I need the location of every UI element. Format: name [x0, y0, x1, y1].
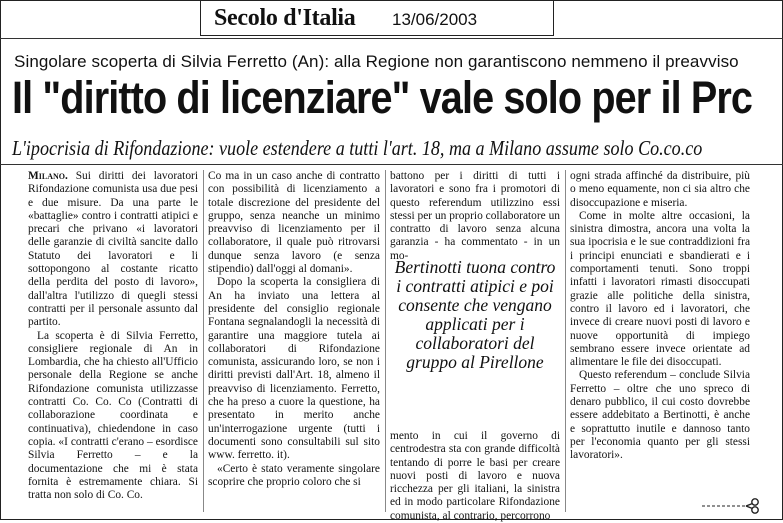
column-divider	[565, 170, 566, 512]
article-column-1	[28, 170, 198, 515]
article-kicker: Singolare scoperta di Silvia Ferretto (An): alla Regione non garantiscono nemmeno il preavviso	[14, 52, 739, 71]
scissors-icon	[700, 498, 764, 514]
paragraph: Sui diritti dei lavoratori Rifondazione comunista usa due pesi e due misure. Da una parte le «battaglie» contro i contratti atipici e precari che privano «i lavoratori delle garanzie di civiltà sancite dallo Statuto dei lavoratori e li sottopongono al costante ricatto della perdita del posto di lavoro», dall'altra l'utilizzo di quegli stessi contratti per il personale assunto dal partito.	[28, 170, 198, 329]
pull-quote: Bertinotti tuona contro i contratti atipici e poi consente che vengano applicati per i collaboratori del gruppo al Pirellone	[394, 257, 556, 372]
subhead-rule	[0, 164, 783, 165]
column-divider	[385, 170, 386, 512]
top-rule	[0, 38, 783, 39]
paragraph: Questo referendum – conclude Silvia Ferretto – oltre che uno spreco di denaro pubblico, il cui costo dovrebbe essere addebitato a Bertinotti, è anche e soprattutto inutile e dannoso tanto per l'economia quanto per gli stessi lavoratori».	[570, 369, 750, 462]
paragraph: Co ma in un caso anche di contratto con possibilità di licenziamento a totale discrezione del presidente del gruppo, senza neanche un minimo preavviso di licenziamento per il collaboratore, il quale può ritrovarsi dunque senza lavoro (e senza stipendio) dall'oggi al domani».	[208, 170, 380, 276]
dateline-city: Milano.	[28, 170, 68, 182]
paragraph: mento in cui il governo di centrodestra sta con grande difficoltà tentando di porre le basi per creare nuovi posti di lavoro e nuova ricchezza per gli italiani, la sinistra ed in modo particolare Rifondazione comunista, al contrario, percorrono	[390, 430, 560, 522]
article-column-3-top	[390, 170, 560, 262]
article-column-4	[570, 170, 750, 515]
paragraph: Dopo la scoperta la consigliera di An ha inviato una lettera al presidente del consiglio regionale Fontana segnalandogli la necessità di garantire una maggiore tutela ai collaboratori di Rifondazione comunista, assicurando loro, se non i diritti previsti dall'Art. 18, almeno il preavviso di licenziamento. Ferretto, che ha preso a cuore la questione, ha presentato in merito anche un'interrogazione urgente (tutti i documenti sono consultabili sul sito www. ferretto. it).	[208, 276, 380, 462]
column-divider	[203, 170, 204, 512]
paragraph: La scoperta è di Silvia Ferretto, consigliere regionale di An in Lombardia, che ha chiesto all'Ufficio personale della Regione se anche Rifondazione comunista utilizzasse contratti Co. Co. Co (Contratti di collaborazione coordinata e continuativa), chiedendone in caso copia. «I contratti c'erano – esordisce Silvia Ferretto – e la documentazione che mi è stata fornita è estremamente chiara. Si tratta non solo di Co. Co.	[28, 329, 198, 502]
article-column-3-bottom	[390, 430, 560, 522]
paragraph: ogni strada affinché da distribuire, più o meno equamente, non ci sia altro che disoccupazione e miseria.	[570, 170, 750, 209]
paragraph: battono per i diritti di tutti i lavoratori e sono fra i promotori di questo referendum utilizzino essi stessi per un proprio collaboratore un contratto di lavoro senza alcuna garanzia - ha commentato - in un mo-	[390, 170, 560, 262]
newspaper-name: Secolo d'Italia	[214, 5, 356, 31]
article-column-2	[208, 170, 380, 515]
masthead-bar	[0, 0, 783, 36]
publication-date: 13/06/2003	[392, 10, 478, 29]
article-headline: Il "diritto di licenziare" vale solo per il Prc	[12, 72, 753, 123]
article-subhead: L'ipocrisia di Rifondazione: vuole estendere a tutti l'art. 18, ma a Milano assume solo Co.co.co	[12, 136, 703, 160]
paragraph: «Certo è stato veramente singolare scoprire che proprio coloro che si	[208, 462, 380, 488]
paragraph: Come in molte altre occasioni, la sinistra dimostra, ancora una volta la sua ipocrisia e le sue contraddizioni fra i principi enunciati e sbandierati e i comportamenti tenuti. Sono troppi infatti i lavoratori rimasti disoccupati grazie alle politiche della sinistra, contro il lavoro ed i lavoratori, che invece di creare nuovi posti di lavoro e nuove opportunità di impiego sembrano essere invece orientate ad alimentare le file dei disoccupati.	[570, 209, 750, 369]
